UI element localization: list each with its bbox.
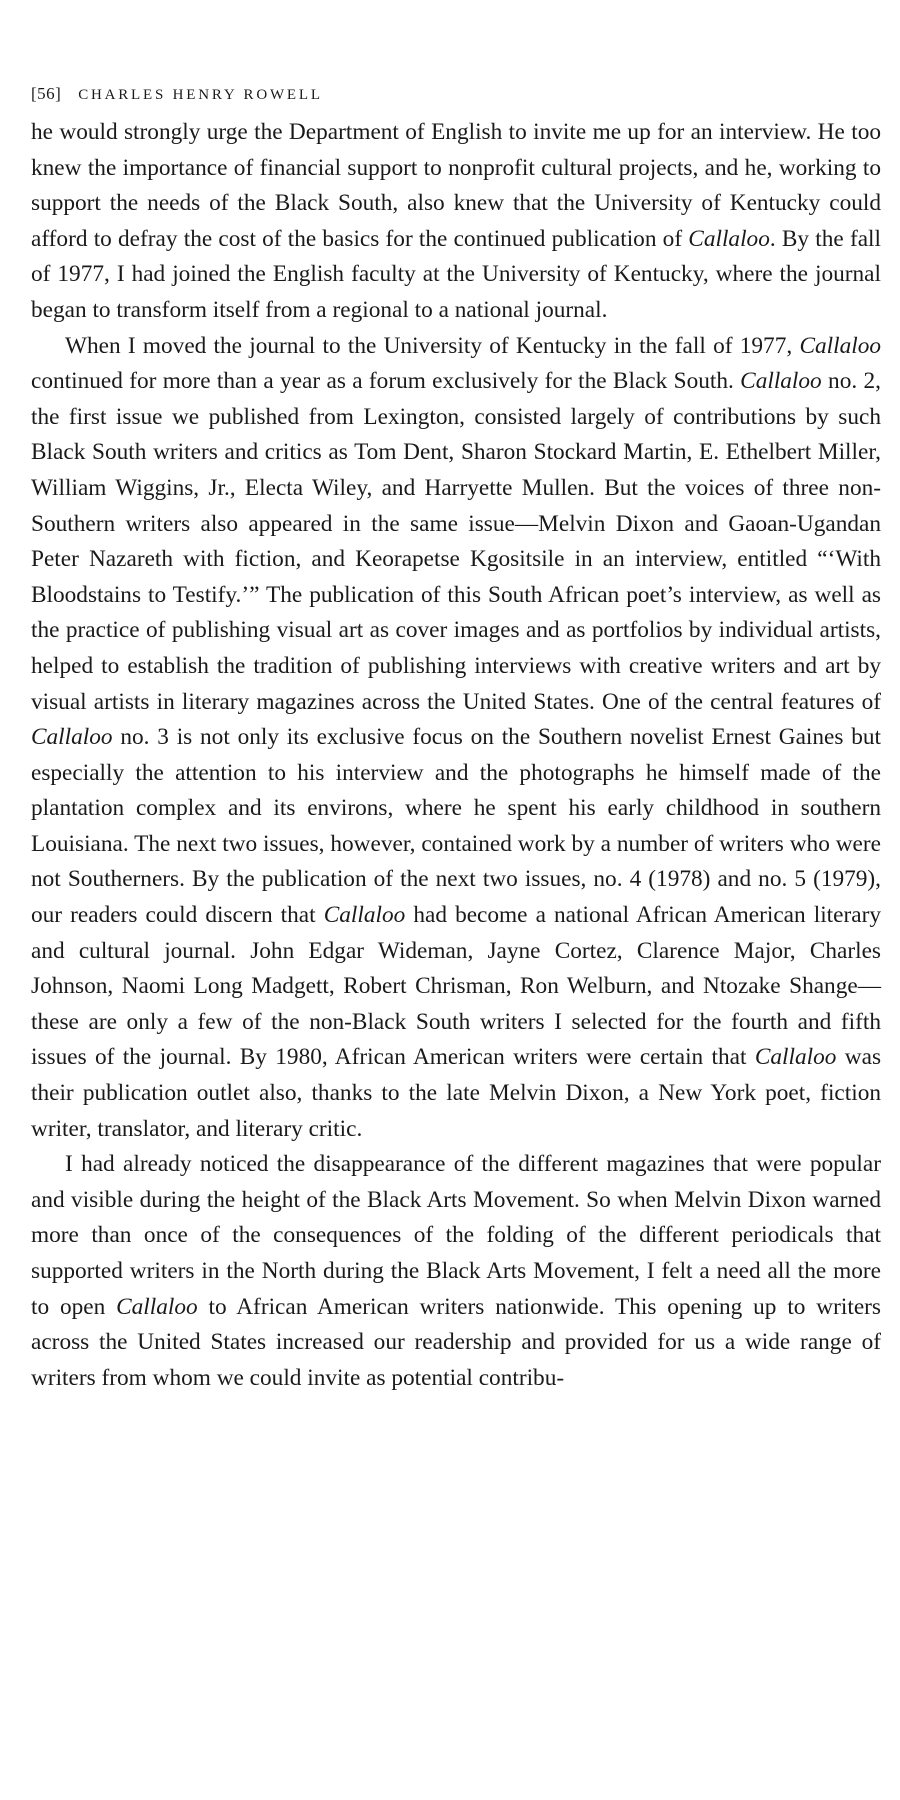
text-run: had become a national African American literary and cultural journal. John Edgar Wideman, Jayne Cortez, Clarence Major, Charles Johnson, Naomi Long Madgett, Robert Chrisman, Ron Welburn, and Ntozake Shange—these are only a few of the non-Black South writers I selected for the fourth and fifth issues of the journal. By 1980, African American writers were certain that [31,902,881,1071]
text-run: no. 3 is not only its exclusive focus on the Southern novelist Ernest Gaines but especially the attention to his interview and the photographs he himself made of the plantation complex and its environs, where he spent his early childhood in southern Louisiana. The next two issues, however, contained work by a number of writers who were not Southerners. By the publication of the next two issues, no. 4 (1978) and no. 5 (1979), our readers could discern that [31,724,881,929]
italic-title: Callaloo [688,225,770,252]
italic-title: Callaloo [799,332,881,359]
paragraph [31,115,881,329]
paragraph [31,1147,881,1396]
running-head [31,80,881,109]
body-text [31,115,881,1396]
italic-title: Callaloo [116,1293,198,1320]
running-head-author: CHARLES HENRY ROWELL [78,87,323,103]
text-run: . By the fall of 1977, I had joined the English faculty at the University of Kentucky, where the journal began to transform itself from a regional to a national journal. [31,225,881,323]
text-run: When I moved the journal to the University of Kentucky in the fall of 1977, [65,332,800,359]
italic-title: Callaloo [323,902,406,929]
italic-title: Callaloo [754,1044,837,1071]
text-run: I had already noticed the disappearance of the different magazines that were popular and visible during the height of the Black Arts Movement. So when Melvin Dixon warned more than once of the consequences of the folding of the different periodicals that supported writers in the North during the Black Arts Movement, I felt a need all the more to open [31,1151,881,1320]
text-run: to African American writers nationwide. This opening up to writers across the United States increased our readership and provided for us a wide range of writers from whom we could invite as potential contribu- [31,1293,881,1391]
book-page [31,80,881,1396]
text-run: continued for more than a year as a forum exclusively for the Black South. [31,368,741,395]
page-number: [56] [31,84,62,103]
text-run: was their publication outlet also, thanks to the late Melvin Dixon, a New York poet, fiction writer, translator, and literary critic. [31,1044,882,1142]
text-run: no. 2, the first issue we published from Lexington, consisted largely of contributions by such Black South writers and critics as Tom Dent, Sharon Stockard Martin, E. Ethelbert Miller, William Wiggins, Jr., Electa Wiley, and Harryette Mullen. But the voices of three non-Southern writers also appeared in the same issue—Melvin Dixon and Gaoan-Ugandan Peter Nazareth with fiction, and Keorapetse Kgositsile in an interview, entitled “‘With Bloodstains to Testify.’” The publication of this South African poet’s interview, as well as the practice of publishing visual art as cover images and as portfolios by individual artists, helped to establish the tradition of publishing interviews with creative writers and art by visual artists in literary magazines across the United States. One of the central features of [31,368,881,715]
italic-title: Callaloo [740,368,822,395]
text-run: he would strongly urge the Department of English to invite me up for an interview. He too knew the importance of financial support to nonprofit cultural projects, and he, working to support the needs of the Black South, also knew that the University of Kentucky could afford to defray the cost of the basics for the continued publication of [31,119,881,252]
paragraph [31,329,881,1148]
italic-title: Callaloo [31,724,113,751]
